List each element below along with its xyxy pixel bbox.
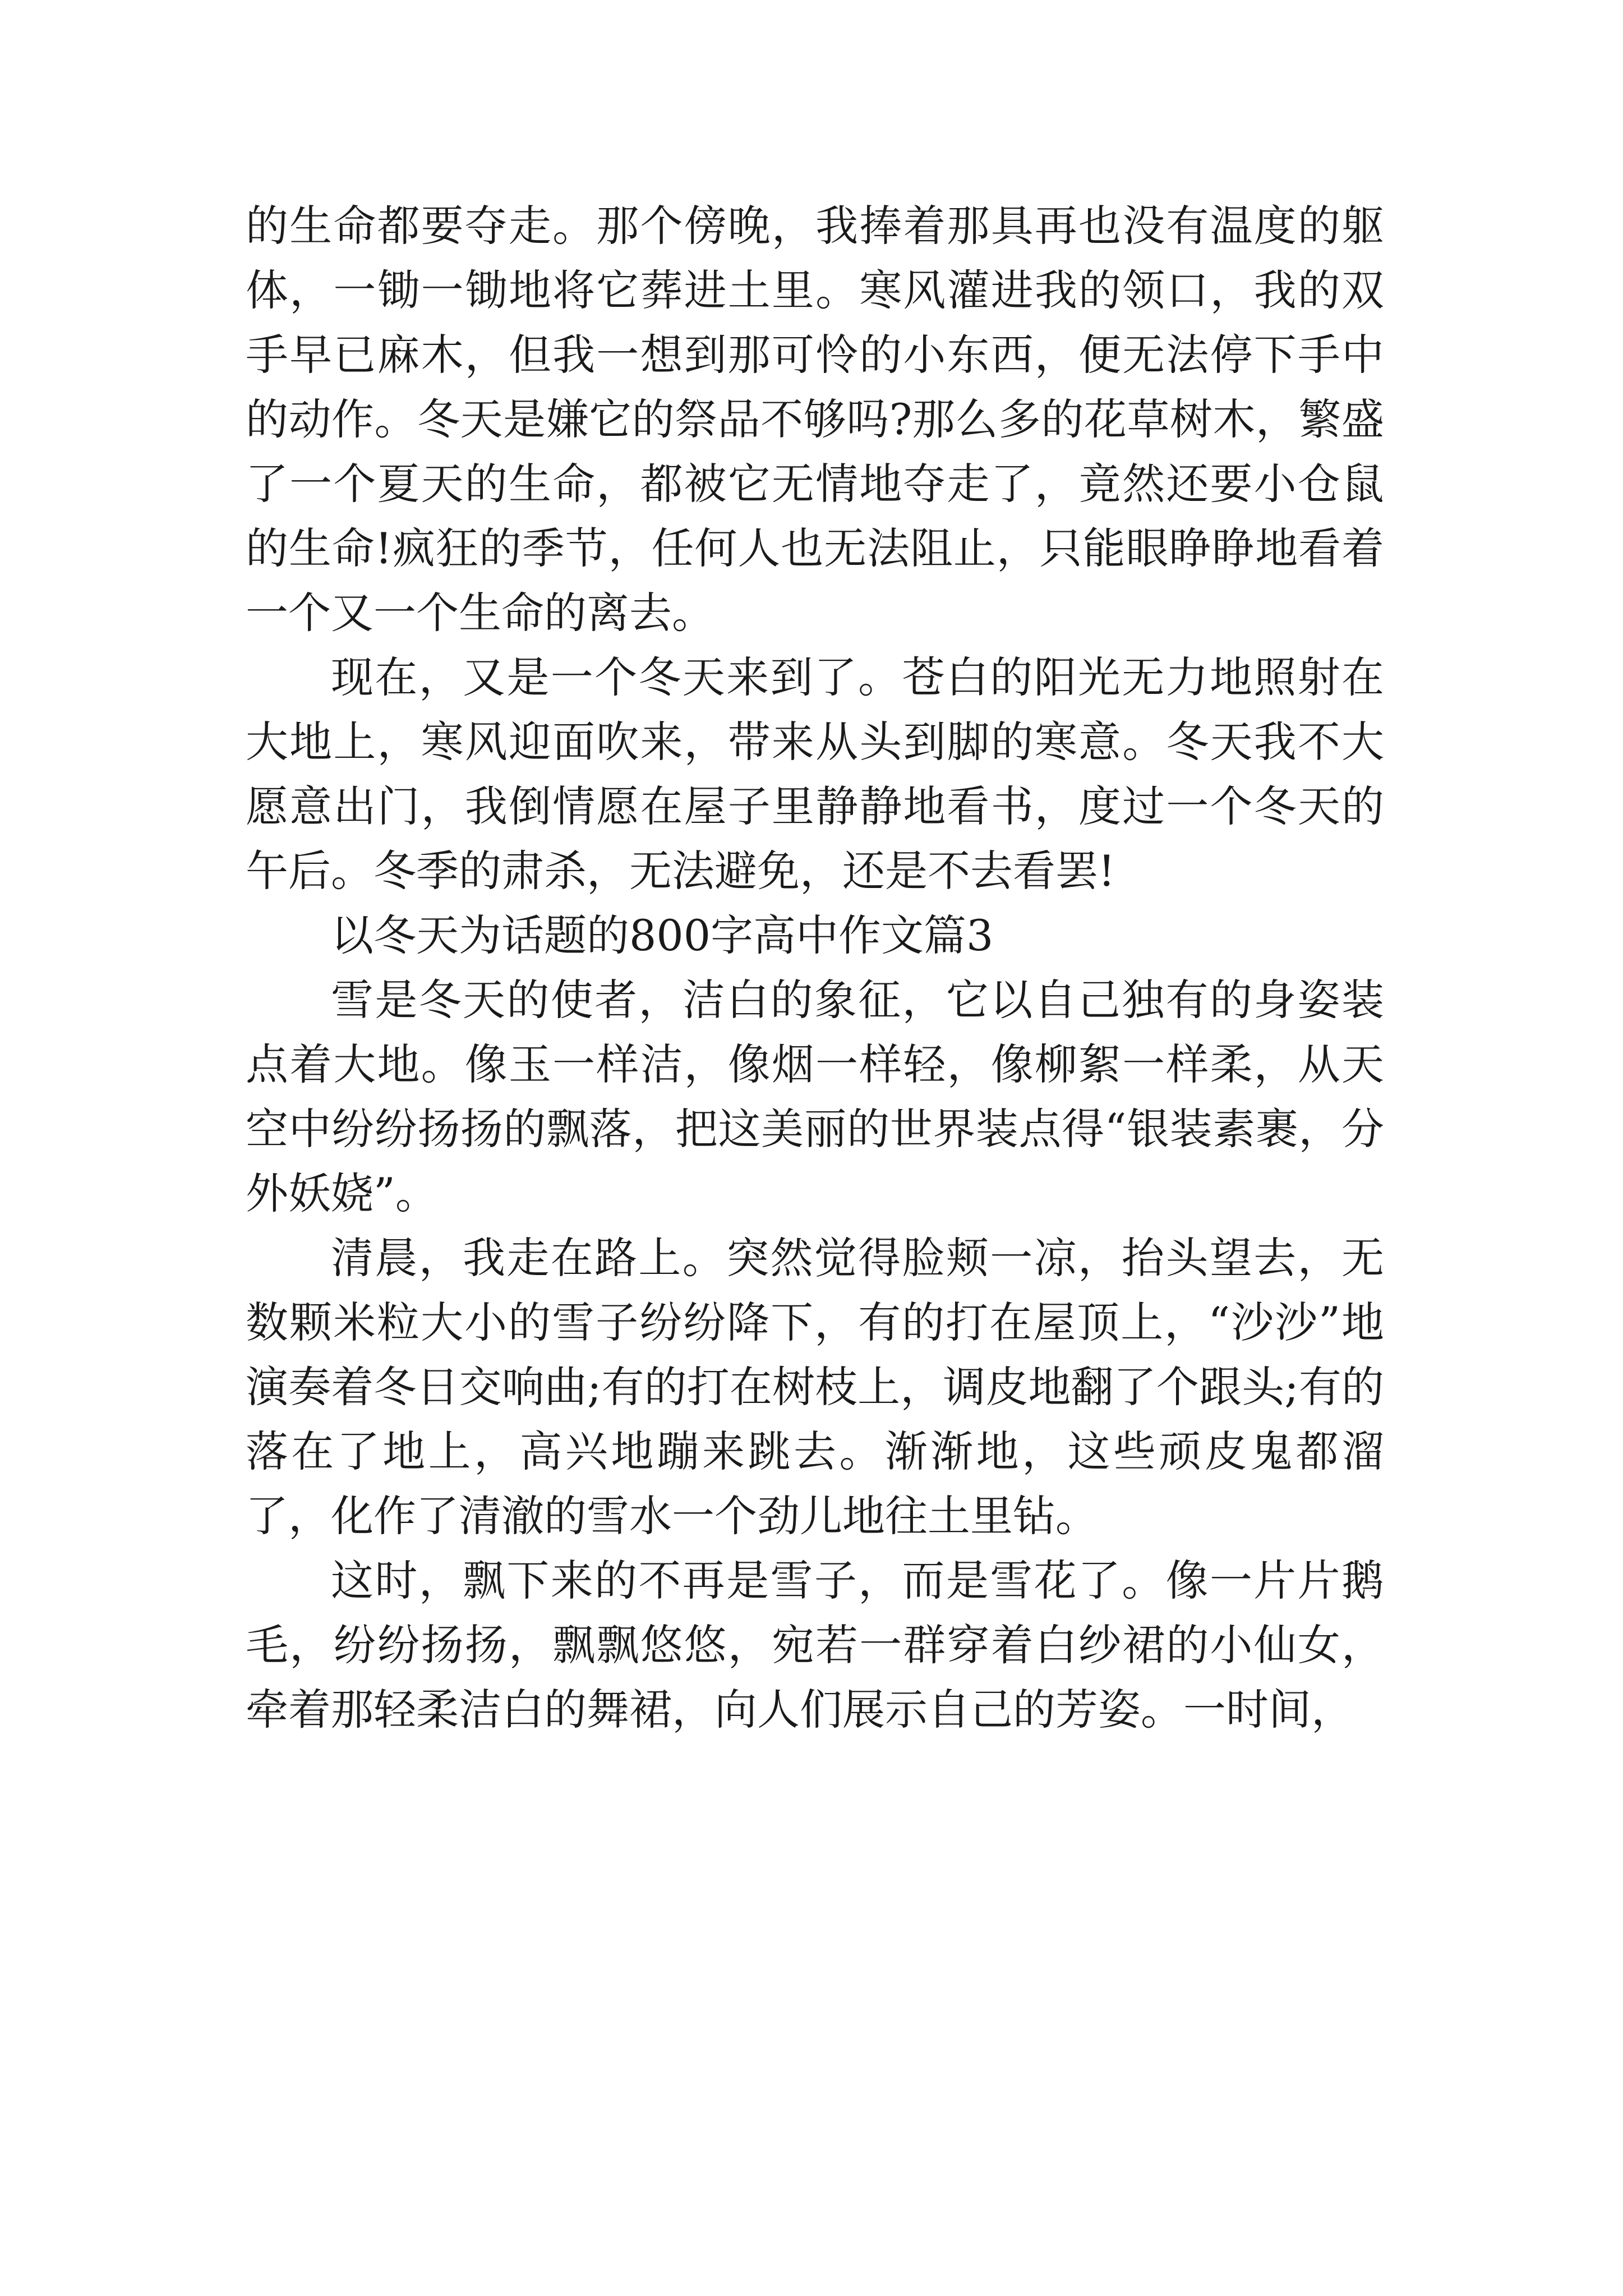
paragraph-now-winter: 现在，又是一个冬天来到了。苍白的阳光无力地照射在大地上，寒风迎面吹来，带来从头到脚的寒意。冬天我不大愿意出门，我倒情愿在屋子里静静地看书，度过一个冬天的午后。冬季的肃杀，无法避免，还是不去看罢! bbox=[246, 652, 1384, 896]
paragraph-continued: 的生命都要夺走。那个傍晚，我捧着那具再也没有温度的躯体，一锄一锄地将它葬进土里。寒风灌进我的领口，我的双手早已麻木，但我一想到那可怜的小东西，便无法停下手中的动作。冬天是嫌它的祭品不够吗?那么多的花草树木，繁盛了一个夏天的生命，都被它无情地夺走了，竟然还要小仓鼠的生命!疯狂的季节，任何人也无法阻止，只能眼睁睁地看着一个又一个生命的离去。 bbox=[246, 201, 1384, 638]
section-heading: 以冬天为话题的800字高中作文篇3 bbox=[331, 910, 994, 960]
article-body bbox=[246, 194, 1384, 1742]
paragraph-snowflakes: 这时，飘下来的不再是雪子，而是雪花了。像一片片鹅毛，纷纷扬扬，飘飘悠悠，宛若一群穿着白纱裙的小仙女，牵着那轻柔洁白的舞裙，向人们展示自己的芳姿。一时间， bbox=[246, 1556, 1384, 1734]
paragraph-morning-walk: 清晨，我走在路上。突然觉得脸颊一凉，抬头望去，无数颗米粒大小的雪子纷纷降下，有的打在屋顶上，“沙沙”地演奏着冬日交响曲;有的打在树枝上，调皮地翻了个跟头;有的落在了地上，高兴地蹦来跳去。渐渐地，这些顽皮鬼都溜了，化作了清澈的雪水一个劲儿地往土里钻。 bbox=[246, 1233, 1384, 1541]
paragraph-snow-messenger: 雪是冬天的使者，洁白的象征，它以自己独有的身姿装点着大地。像玉一样洁，像烟一样轻，像柳絮一样柔，从天空中纷纷扬扬的飘落，把这美丽的世界装点得“银装素裹，分外妖娆”。 bbox=[246, 975, 1384, 1218]
